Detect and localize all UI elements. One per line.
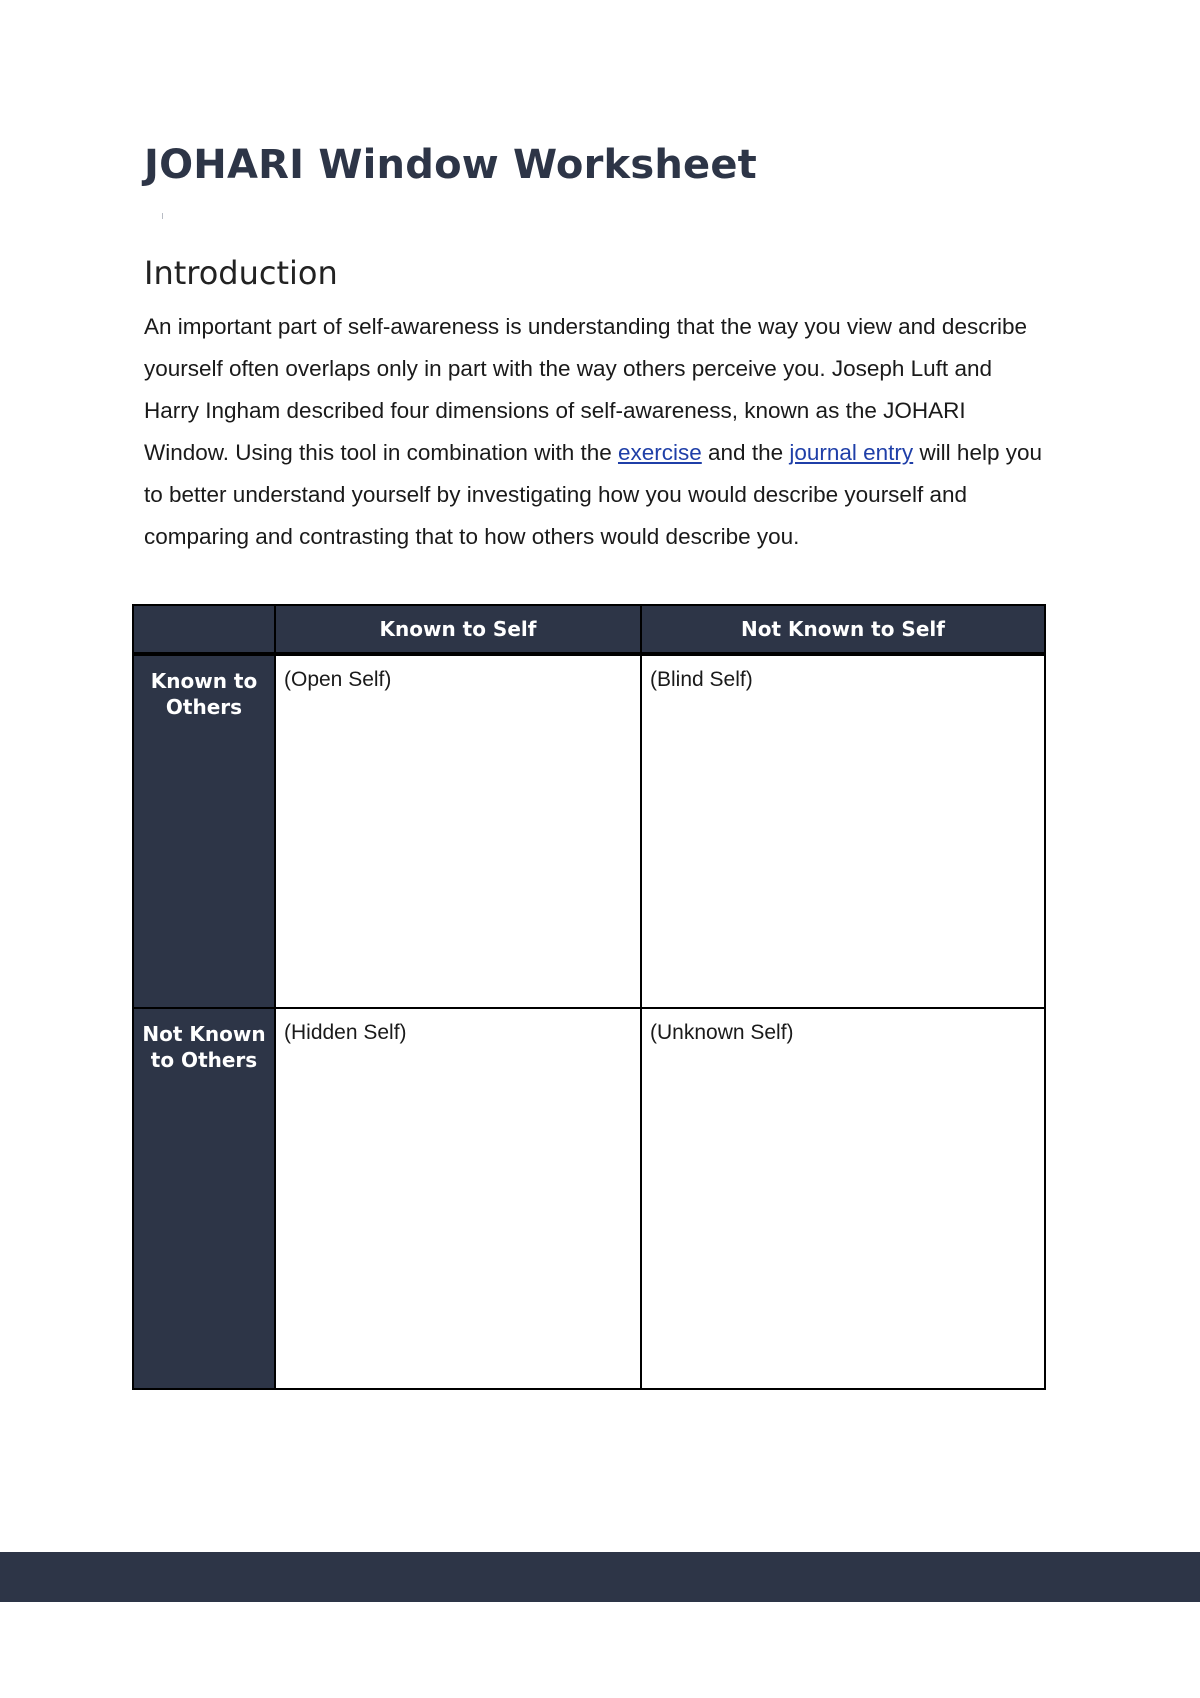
intro-paragraph bbox=[144, 306, 1044, 558]
cell-hidden-self[interactable]: (Hidden Self) bbox=[275, 1008, 641, 1389]
intro-text-part2: and the bbox=[701, 440, 790, 465]
footer-bar bbox=[0, 1552, 1200, 1602]
column-header-not-known-to-self: Not Known to Self bbox=[641, 605, 1045, 654]
table-header-row bbox=[133, 605, 1045, 654]
column-header-known-to-self: Known to Self bbox=[275, 605, 641, 654]
table-row bbox=[133, 1008, 1045, 1389]
row-header-not-known-to-others: Not Known to Others bbox=[133, 1008, 275, 1389]
table-corner-cell bbox=[133, 605, 275, 654]
cell-open-self[interactable]: (Open Self) bbox=[275, 654, 641, 1008]
table-row bbox=[133, 654, 1045, 1008]
cell-unknown-self[interactable]: (Unknown Self) bbox=[641, 1008, 1045, 1389]
johari-window-table bbox=[132, 604, 1046, 1390]
decorative-mark bbox=[162, 213, 163, 219]
intro-text-part1: An important part of self-awareness is understanding that the way you view and describe yourself often overlaps only in part with the way others perceive you. Joseph Luft and Harry Ingham described four dimensions of self-awareness, known as the JOHARI Window. Using this tool in combination with the bbox=[144, 314, 1027, 465]
page-title: JOHARI Window Worksheet bbox=[144, 142, 757, 188]
section-heading-introduction: Introduction bbox=[144, 254, 338, 292]
intro-text-part3: will help you to better understand yourself by investigating how you would describe yourself and comparing and contrasting that to how others would describe you. bbox=[144, 440, 1043, 549]
cell-blind-self[interactable]: (Blind Self) bbox=[641, 654, 1045, 1008]
row-header-known-to-others: Known to Others bbox=[133, 654, 275, 1008]
exercise-link[interactable]: exercise bbox=[617, 440, 702, 465]
journal-entry-link[interactable]: journal entry bbox=[789, 440, 914, 465]
